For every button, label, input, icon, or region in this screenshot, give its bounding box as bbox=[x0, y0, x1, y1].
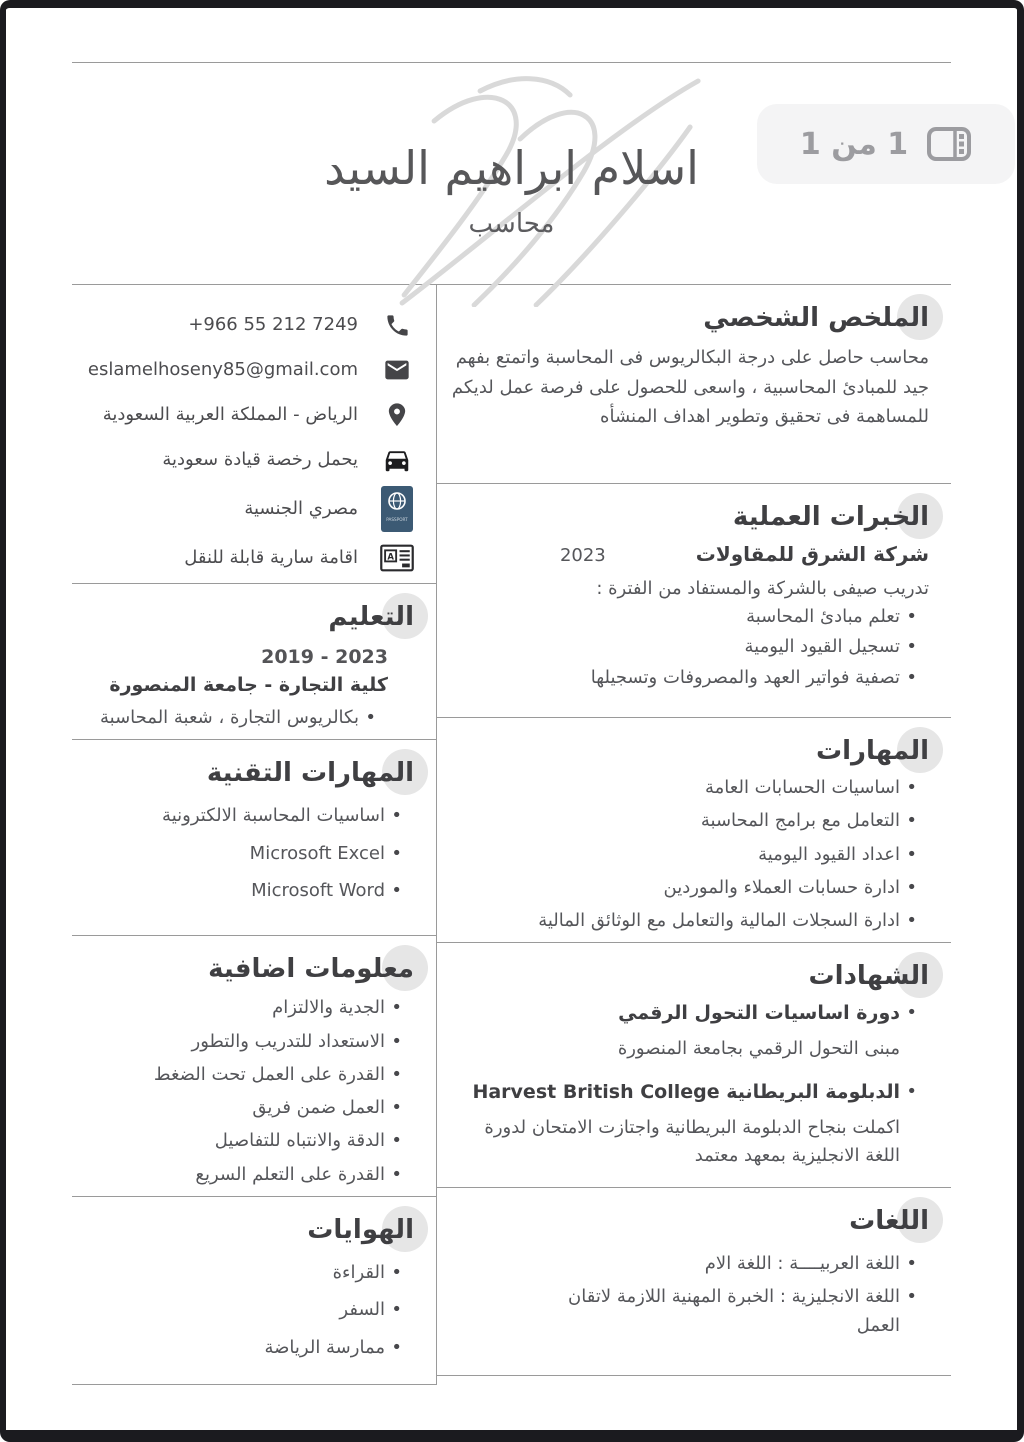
candidate-job-title: محاسب bbox=[468, 209, 555, 239]
page-indicator bbox=[757, 104, 1015, 184]
location-icon bbox=[380, 401, 414, 429]
pages-panel-icon[interactable] bbox=[926, 126, 972, 162]
contact-row-location bbox=[82, 395, 414, 435]
candidate-name: اسلام ابراهيم السيد bbox=[324, 141, 699, 195]
passport-icon bbox=[380, 485, 414, 533]
svg-text:PASSPORT: PASSPORT bbox=[386, 517, 408, 522]
education-list bbox=[82, 706, 388, 730]
section-title: الخبرات العملية bbox=[732, 502, 929, 532]
certificate-name: دورة اساسيات التحول الرقمي bbox=[618, 1002, 900, 1025]
section-certificates bbox=[437, 943, 951, 1188]
list-item: • تعلم مبادئ المحاسبة bbox=[447, 605, 917, 629]
company-name: شركة الشرق للمقاولات bbox=[695, 542, 929, 566]
list-item: • اساسيات الحسابات العامة bbox=[447, 776, 917, 800]
section-title: الهوايات bbox=[307, 1215, 414, 1246]
list-item: • Microsoft Excel bbox=[110, 842, 402, 866]
list-item: • تسجيل القيود اليومية bbox=[447, 635, 917, 659]
section-title: معلومات اضافية bbox=[208, 954, 414, 985]
section-title: التعليم bbox=[328, 602, 414, 632]
experience-bullet-list bbox=[447, 605, 929, 690]
residence-text: اقامة سارية قابلة للنقل bbox=[184, 547, 358, 569]
email-icon bbox=[380, 356, 414, 384]
section-work-experience bbox=[437, 484, 951, 718]
list-item bbox=[447, 1080, 917, 1106]
email-address: eslamelhoseny85@gmail.com bbox=[87, 359, 358, 381]
list-item: • العمل ضمن فريق bbox=[82, 1096, 402, 1120]
experience-description: تدريب صيفى بالشركة والمستفاد من الفترة : bbox=[596, 578, 929, 599]
certificates-list bbox=[447, 1080, 929, 1106]
section-contact bbox=[72, 285, 436, 584]
list-item: • ادارة السجلات المالية والتعامل مع الوثائق المالية bbox=[447, 909, 917, 933]
car-icon bbox=[380, 445, 414, 475]
resume-columns bbox=[72, 285, 951, 1385]
list-item: • القدرة على التعلم السريع bbox=[82, 1163, 402, 1187]
contact-row-email bbox=[82, 350, 414, 390]
resume-page bbox=[6, 62, 1017, 1442]
technical-skills-list bbox=[82, 804, 414, 903]
list-item: • بكالريوس التجارة ، شعبة المحاسبة bbox=[82, 706, 376, 730]
section-title: المهارات bbox=[815, 736, 929, 766]
phone-number: +966 55 212 7249 bbox=[188, 314, 358, 336]
section-personal-summary bbox=[437, 285, 951, 484]
section-hobbies bbox=[72, 1197, 436, 1385]
list-item: • اللغة الانجليزية : الخبرة المهنية اللازمة لاتقان العمل bbox=[547, 1283, 917, 1341]
summary-text: محاسب حاصل على درجة البكالريوس فى المحاسبة واتمتع بفهم جيد للمبادئ المحاسبية ، واسعى للحصول على فرصة عمل لديكم للمساهمة فى تحقيق وتطوير اهداف المنشأه bbox=[451, 347, 929, 428]
list-item: • القراءة bbox=[82, 1261, 402, 1285]
page-indicator-label: 1 من 1 bbox=[799, 126, 909, 162]
list-item: • التعامل مع برامج المحاسبة bbox=[447, 809, 917, 833]
hobbies-list bbox=[82, 1261, 414, 1360]
section-skills bbox=[437, 718, 951, 943]
list-item: • السفر bbox=[82, 1298, 402, 1322]
list-item: • ممارسة الرياضة bbox=[82, 1336, 402, 1360]
id-card-icon bbox=[380, 542, 414, 574]
list-item: • اساسيات المحاسبة الالكترونية bbox=[110, 804, 402, 828]
main-column bbox=[436, 285, 951, 1385]
contact-row-driving-license bbox=[82, 440, 414, 480]
list-item: • تصفية فواتير العهد والمصروفات وتسجيلها bbox=[447, 666, 917, 690]
section-title: الشهادات bbox=[808, 961, 929, 992]
contact-row-phone bbox=[82, 305, 414, 345]
contact-row-nationality bbox=[82, 485, 414, 533]
phone-icon bbox=[380, 312, 414, 339]
education-date: 2019 - 2023 bbox=[261, 646, 388, 668]
additional-info-list bbox=[82, 996, 414, 1187]
section-education bbox=[72, 584, 436, 740]
section-languages bbox=[437, 1188, 951, 1376]
certificate-detail: اكملت بنجاح الدبلومة البريطانية واجتازت الامتحان لدورة اللغة الانجليزية بمعهد معتمد bbox=[484, 1116, 900, 1167]
skills-list bbox=[447, 776, 929, 933]
list-item bbox=[447, 1001, 917, 1027]
list-item: • القدرة على العمل تحت الضغط bbox=[82, 1063, 402, 1087]
list-item: • الجدية والالتزام bbox=[82, 996, 402, 1020]
side-column bbox=[72, 285, 436, 1385]
contact-row-residence bbox=[82, 538, 414, 578]
certificate-detail: مبنى التحول الرقمي بجامعة المنصورة bbox=[617, 1038, 900, 1060]
list-item: • الاستعداد للتدريب والتطور bbox=[82, 1030, 402, 1054]
list-item: • ادارة حسابات العملاء والموردين bbox=[447, 876, 917, 900]
certificates-list bbox=[447, 1001, 929, 1027]
section-technical-skills bbox=[72, 740, 436, 936]
certificate-name: الدبلومة البريطانية Harvest British College bbox=[472, 1080, 900, 1103]
section-title: المهارات التقنية bbox=[206, 758, 414, 789]
svg-text:A: A bbox=[387, 552, 394, 563]
education-school: كلية التجارة - جامعة المنصورة bbox=[109, 674, 388, 696]
experience-date: 2023 bbox=[559, 545, 606, 566]
list-item: • اللغة العربيــــة : اللغة الام bbox=[547, 1250, 917, 1279]
list-item: • Microsoft Word bbox=[110, 879, 402, 903]
nationality-text: مصري الجنسية bbox=[244, 498, 358, 520]
location-text: الرياض - المملكة العربية السعودية bbox=[102, 404, 358, 426]
list-item: • الدقة والانتباه للتفاصيل bbox=[82, 1129, 402, 1153]
section-title: اللغات bbox=[849, 1206, 929, 1237]
list-item: • اعداد القيود اليومية bbox=[447, 843, 917, 867]
section-additional-info bbox=[72, 936, 436, 1197]
languages-list bbox=[447, 1250, 929, 1340]
driving-license-text: يحمل رخصة قيادة سعودية bbox=[162, 449, 358, 471]
section-title: الملخص الشخصي bbox=[703, 303, 929, 333]
